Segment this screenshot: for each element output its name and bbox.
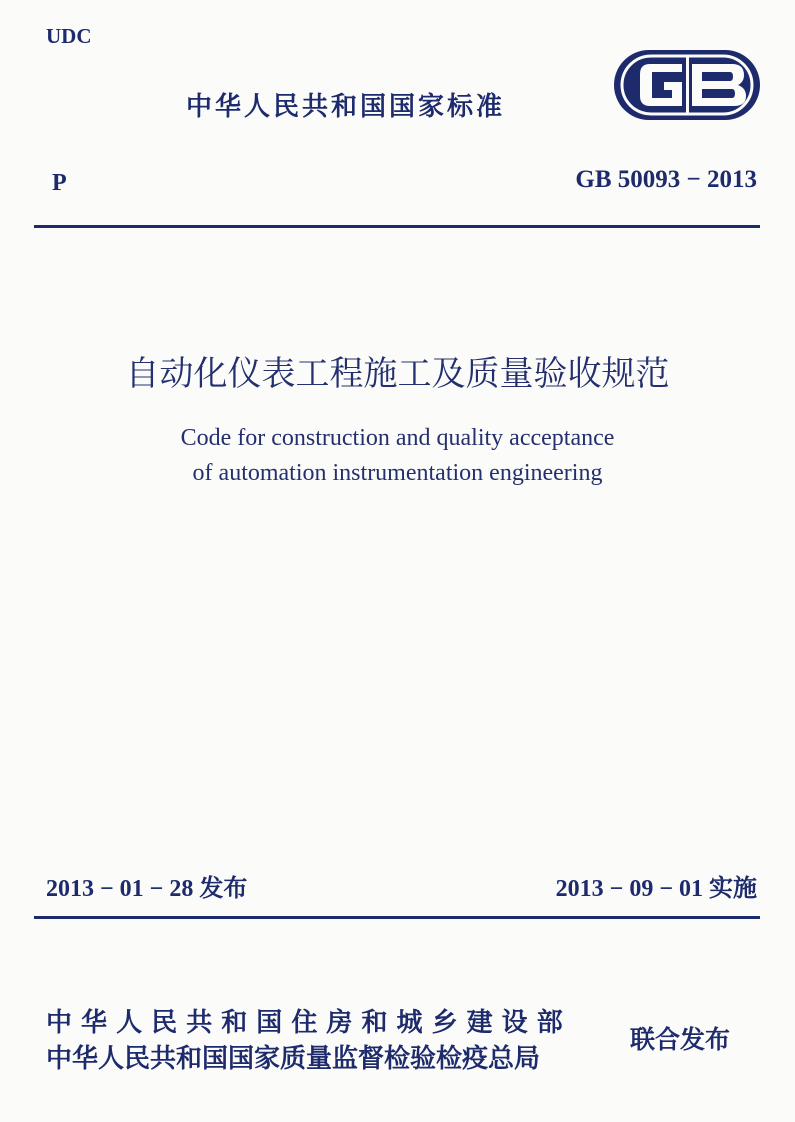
standard-code: GB 50093 − 2013 [575,166,757,193]
udc-label: UDC [46,24,92,48]
header-divider [34,225,760,228]
standard-type: 中华人民共和国国家标准 [186,92,506,122]
issuer-ministry: 中 华 人 民 共 和 国 住 房 和 城 乡 建 设 部 [46,1008,563,1038]
effective-date: 2013 − 09 − 01 实施 [555,876,757,902]
category-label: P [52,170,67,196]
document-title-zh: 自动化仪表工程施工及质量验收规范 [125,354,670,394]
document-title-en-line1: Code for construction and quality acceptance [180,425,615,451]
document-title-en-line2: of automation instrumentation engineering [192,460,603,486]
footer-divider [34,916,760,919]
issue-date: 2013 − 01 − 28 发布 [46,876,248,902]
gb-logo-icon [612,48,762,122]
joint-issue-label: 联合发布 [630,1025,731,1054]
issuer-aqsiq: 中华人民共和国国家质量监督检验检疫总局 [46,1044,541,1074]
